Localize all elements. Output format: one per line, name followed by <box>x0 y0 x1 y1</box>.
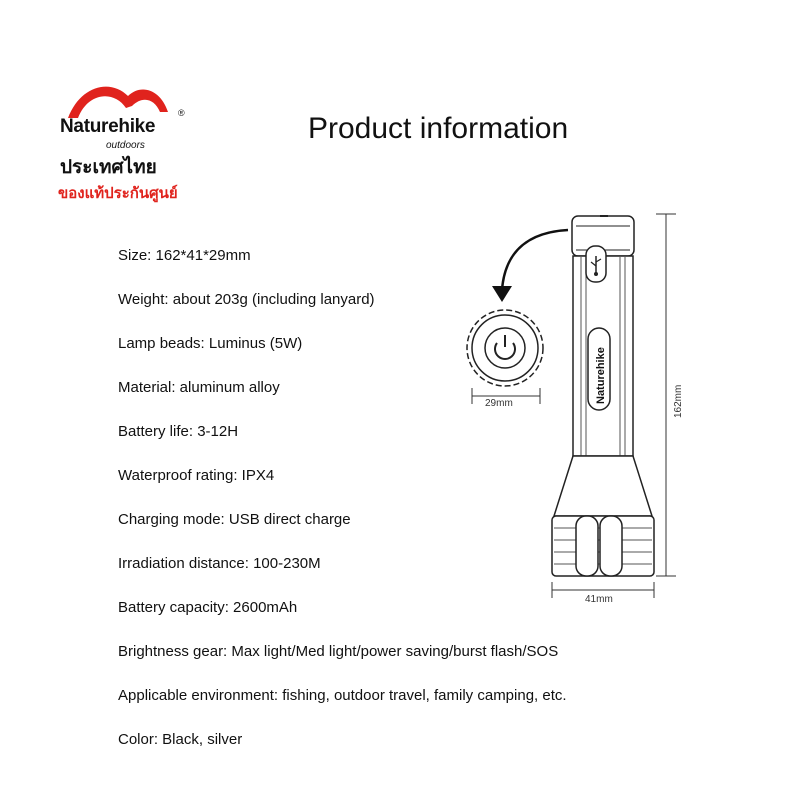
spec-environment: Applicable environment: fishing, outdoor travel, family camping, etc. <box>118 687 567 704</box>
dim-button-label: 29mm <box>485 398 513 409</box>
page-title: Product information <box>308 112 569 145</box>
official-warranty-label: ของแท้ประกันศูนย์ <box>58 185 178 202</box>
spec-lamp-beads: Lamp beads: Luminus (5W) <box>118 335 303 352</box>
dim-width-label: 41mm <box>585 594 613 605</box>
brand-tagline: outdoors <box>106 140 145 151</box>
spec-brightness: Brightness gear: Max light/Med light/power saving/burst flash/SOS <box>118 643 559 660</box>
country-label: ประเทศไทย <box>60 157 157 178</box>
brand-name: Naturehike <box>60 116 156 137</box>
spec-material: Material: aluminum alloy <box>118 379 280 396</box>
spec-waterproof: Waterproof rating: IPX4 <box>118 467 275 484</box>
button-closeup <box>467 310 543 386</box>
flashlight-body <box>552 216 654 576</box>
spec-battery-capacity: Battery capacity: 2600mAh <box>118 599 298 616</box>
spec-irradiation: Irradiation distance: 100-230M <box>118 555 321 572</box>
spec-battery-life: Battery life: 3-12H <box>118 423 239 440</box>
registered-mark: ® <box>178 108 185 118</box>
arrow-head-icon <box>492 286 512 302</box>
dim-length-label: 162mm <box>673 384 684 418</box>
spec-size: Size: 162*41*29mm <box>118 247 251 264</box>
spec-weight: Weight: about 203g (including lanyard) <box>118 291 375 308</box>
spec-color: Color: Black, silver <box>118 731 243 748</box>
spec-charging: Charging mode: USB direct charge <box>118 511 351 528</box>
curved-arrow <box>502 230 568 290</box>
flashlight-brand-label: Naturehike <box>595 347 607 404</box>
